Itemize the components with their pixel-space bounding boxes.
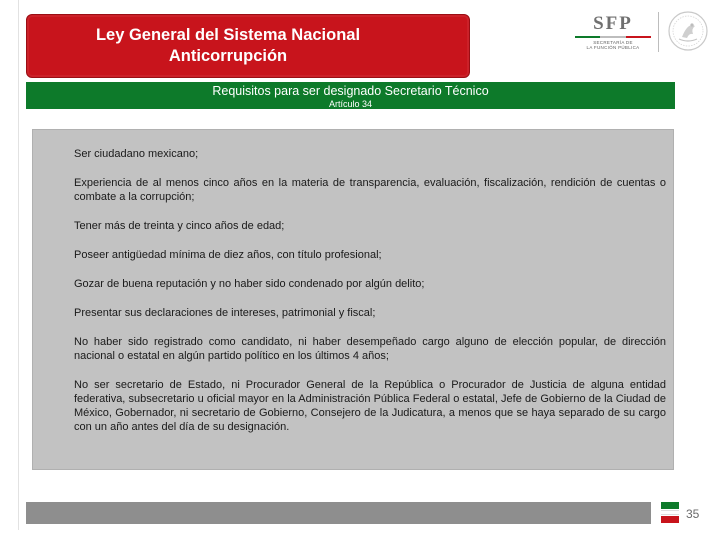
page-number: 35 — [686, 507, 700, 521]
requirement-item: Gozar de buena reputación y no haber sido condenado por algún delito; — [74, 278, 425, 290]
requirement-item: No haber sido registrado como candidato, ni haber desempeñado cargo alguno de elección popular, de dirección nacional o estatal en algún partido político en los últimos 4 años; — [74, 336, 666, 362]
mexico-flag-stripes-icon — [661, 502, 679, 523]
slide-title-line-1: Ley General del Sistema Nacional — [95, 26, 361, 44]
left-guide-line — [18, 0, 19, 530]
sfp-logo-subtitle-2: LA FUNCIÓN PÚBLICA — [586, 45, 640, 50]
mexican-coat-of-arms-seal-icon — [667, 10, 709, 52]
requirement-item: Ser ciudadano mexicano; — [74, 148, 199, 160]
sfp-logo — [572, 14, 654, 58]
slide-title-box — [26, 14, 470, 78]
requirement-item: Experiencia de al menos cinco años en la materia de transparencia, evaluación, fiscalización, rendición de cuentas o combate a la corrupción; — [74, 177, 666, 203]
logo-divider — [658, 12, 659, 52]
banner-subtitle: Artículo 34 — [328, 99, 373, 109]
sfp-logo-rule — [575, 36, 651, 38]
sfp-logo-letters: SFP — [593, 13, 633, 34]
sfp-logo-subtitle-1: SECRETARÍA DE — [593, 40, 633, 45]
requirement-item: Poseer antigüedad mínima de diez años, con título profesional; — [74, 249, 382, 261]
requirements-panel — [32, 129, 674, 470]
requirements-list — [74, 147, 666, 449]
slide-title-line-2: Anticorrupción — [168, 47, 288, 65]
slide-title — [78, 25, 378, 67]
requirement-item: No ser secretario de Estado, ni Procurador General de la República o Procurador de Justicia de alguna entidad federativa, subsecretario u oficial mayor en la Administración Pública Federal o estatal, Jefe de Gobierno de la Ciudad de México, Gobernador, ni secretario de Gobierno, Consejero de la Judicatura, a menos que se haya separado de su cargo con un año antes del día de su designación. — [74, 379, 666, 433]
section-banner — [26, 82, 675, 109]
footer-bar — [26, 502, 651, 524]
banner-title: Requisitos para ser designado Secretario Técnico — [212, 84, 489, 98]
requirement-item: Tener más de treinta y cinco años de edad; — [74, 220, 285, 232]
requirement-item: Presentar sus declaraciones de intereses, patrimonial y fiscal; — [74, 307, 376, 319]
